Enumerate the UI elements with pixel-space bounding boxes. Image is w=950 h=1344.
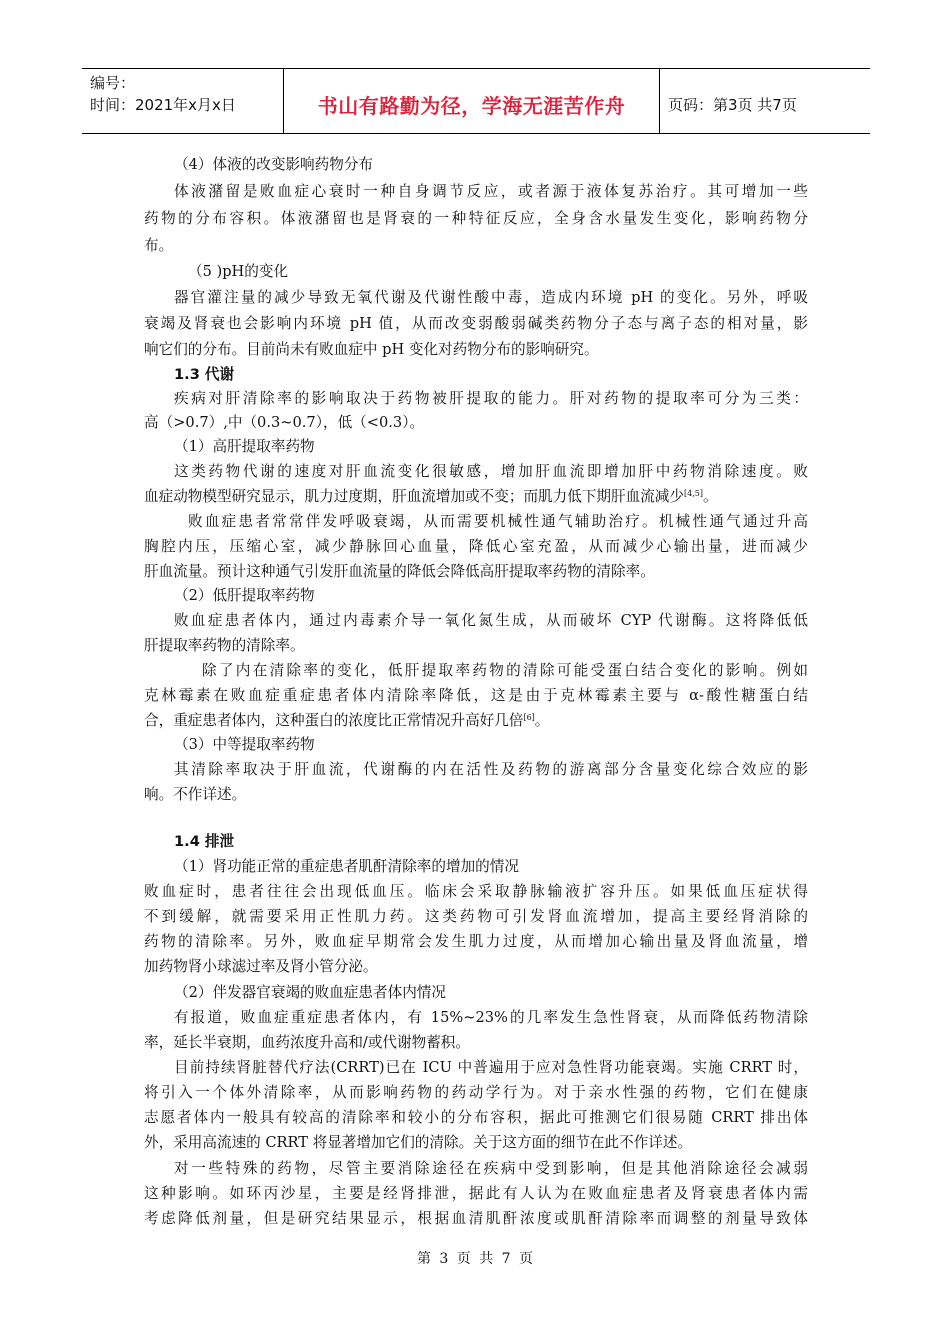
document-time-label: 时间：2021年x月x日 xyxy=(90,96,236,114)
paragraph-line: 药物的清除率。另外，败血症早期常会发生肌力过度，从而增加心输出量及肾血流量，增 xyxy=(144,933,808,950)
paragraph-line: 肝提取率药物的清除率。 xyxy=(144,637,305,654)
paragraph-line: 目前持续肾脏替代疗法(CRRT)已在 ICU 中普遍用于应对急性肾功能衰竭。实施 CRRT 时， xyxy=(174,1059,808,1076)
paragraph-line: 其清除率取决于肝血流，代谢酶的内在活性及药物的游离部分含量变化综合效应的影 xyxy=(174,761,808,778)
paragraph-line: 衰竭及肾衰也会影响内环境 pH 值，从而改变弱酸弱碱类药物分子态与离子态的相对量，影 xyxy=(144,315,808,332)
paragraph-line: 响它们的分布。目前尚未有败血症中 pH 变化对药物分布的影响研究。 xyxy=(144,341,599,358)
paragraph-line: 对一些特殊的药物，尽管主要消除途径在疾病中受到影响，但是其他消除途径会减弱 xyxy=(174,1160,808,1177)
paragraph-line: 高（>0.7）,中（0.3~0.7），低（<0.3）。 xyxy=(144,414,425,431)
paragraph-line: 率，延长半衰期，血药浓度升高和/或代谢物蓄积。 xyxy=(144,1034,470,1051)
paragraph-line: 败血症时，患者往往会出现低血压。临床会采取静脉输液扩容升压。如果低血压症状得 xyxy=(144,883,808,900)
header-page-label: 页码：第3页 共7页 xyxy=(668,95,797,114)
subheading: （3）中等提取率药物 xyxy=(174,736,315,753)
section-heading: 1.4 排泄 xyxy=(174,833,235,850)
paragraph-text: 。 xyxy=(534,712,550,729)
paragraph-line: 有报道，败血症重症患者体内，有 15%~23%的几率发生急性肾衰，从而降低药物清除 xyxy=(174,1009,808,1026)
paragraph-text: 合，重症患者体内，这种蛋白的浓度比正常情况升高好几倍 xyxy=(144,712,524,729)
paragraph-line: 疾病对肝清除率的影响取决于药物被肝提取的能力。肝对药物的提取率可分为三类： xyxy=(174,390,808,407)
paragraph-line: 药物的分布容积。体液潴留也是肾衰的一种特征反应，全身含水量发生变化，影响药物分 xyxy=(144,210,808,227)
paragraph-line: 肝血流量。预计这种通气引发肝血流量的降低会降低高肝提取率药物的清除率。 xyxy=(144,563,655,580)
paragraph-line: 这种影响。如环丙沙星，主要是经肾排泄，据此有人认为在败血症患者及肾衰患者体内需 xyxy=(144,1185,808,1202)
subheading: （1）肾功能正常的重症患者肌酐清除率的增加的情况 xyxy=(174,858,519,875)
document-header xyxy=(82,68,870,134)
header-page-cell xyxy=(660,69,870,133)
subheading: （4）体液的改变影响药物分布 xyxy=(174,156,374,173)
paragraph-line: 志愿者体内一般具有较高的清除率和较小的分布容积，据此可推测它们很易随 CRRT 排出体 xyxy=(144,1109,808,1126)
paragraph-line: 这类药物代谢的速度对肝血流变化很敏感，增加肝血流即增加肝中药物消除速度。败 xyxy=(174,463,808,480)
citation-ref: [4,5] xyxy=(683,489,703,498)
paragraph-line xyxy=(144,487,718,507)
header-meta-cell xyxy=(82,69,284,133)
paragraph-line: 器官灌注量的减少导致无氧代谢及代谢性酸中毒，造成内环境 pH 的变化。另外，呼吸 xyxy=(174,289,808,306)
paragraph-line: 除了内在清除率的变化，低肝提取率药物的清除可能受蛋白结合变化的影响。例如 xyxy=(202,662,808,679)
paragraph-line: 克林霉素在败血症重症患者体内清除率降低，这是由于克林霉素主要与 α-酸性糖蛋白结 xyxy=(144,687,808,704)
header-motto: 书山有路勤为径，学海无涯苦作舟 xyxy=(317,93,626,118)
paragraph-text: 血症动物模型研究显示，肌力过度期，肝血流增加或不变；而肌力低下期肝血流减少 xyxy=(144,488,684,505)
subheading: （5 )pH的变化 xyxy=(188,263,289,280)
citation-ref: [6] xyxy=(523,713,535,722)
paragraph-line: 胸腔内压，压缩心室，减少静脉回心血量，降低心室充盈，从而减少心输出量，进而减少 xyxy=(144,538,808,555)
subheading: （2）低肝提取率药物 xyxy=(174,587,315,604)
paragraph-line: 败血症患者常常伴发呼吸衰竭，从而需要机械性通气辅助治疗。机械性通气通过升高 xyxy=(188,513,808,530)
paragraph-line xyxy=(144,711,549,731)
subheading: （1）高肝提取率药物 xyxy=(174,438,315,455)
paragraph-line: 外，采用高流速的 CRRT 将显著增加它们的清除。关于这方面的细节在此不作详述。 xyxy=(144,1134,693,1151)
header-motto-cell xyxy=(284,69,660,133)
paragraph-line: 不到缓解，就需要采用正性肌力药。这类药物可引发肾血流增加，提高主要经肾消除的 xyxy=(144,908,808,925)
paragraph-line: 考虑降低剂量，但是研究结果显示，根据血清肌酐浓度或肌酐清除率而调整的剂量导致体 xyxy=(144,1210,808,1227)
paragraph-line: 响。不作详述。 xyxy=(144,786,247,803)
paragraph-line: 将引入一个体外清除率，从而影响药物的药动学行为。对于亲水性强的药物，它们在健康 xyxy=(144,1084,808,1101)
paragraph-line: 布。 xyxy=(144,237,174,254)
paragraph-line: 败血症患者体内，通过内毒素介导一氧化氮生成，从而破坏 CYP 代谢酶。这将降低低 xyxy=(174,612,808,629)
paragraph-line: 体液潴留是败血症心衰时一种自身调节反应，或者源于液体复苏治疗。其可增加一些 xyxy=(174,183,808,200)
subheading: （2）伴发器官衰竭的败血症患者体内情况 xyxy=(174,984,446,1001)
section-heading: 1.3 代谢 xyxy=(174,366,235,383)
page-footer: 第 3 页 共 7 页 xyxy=(416,1251,534,1267)
document-number-label: 编号： xyxy=(90,74,136,92)
paragraph-text: 。 xyxy=(702,488,718,505)
paragraph-line: 加药物肾小球滤过率及肾小管分泌。 xyxy=(144,958,378,975)
